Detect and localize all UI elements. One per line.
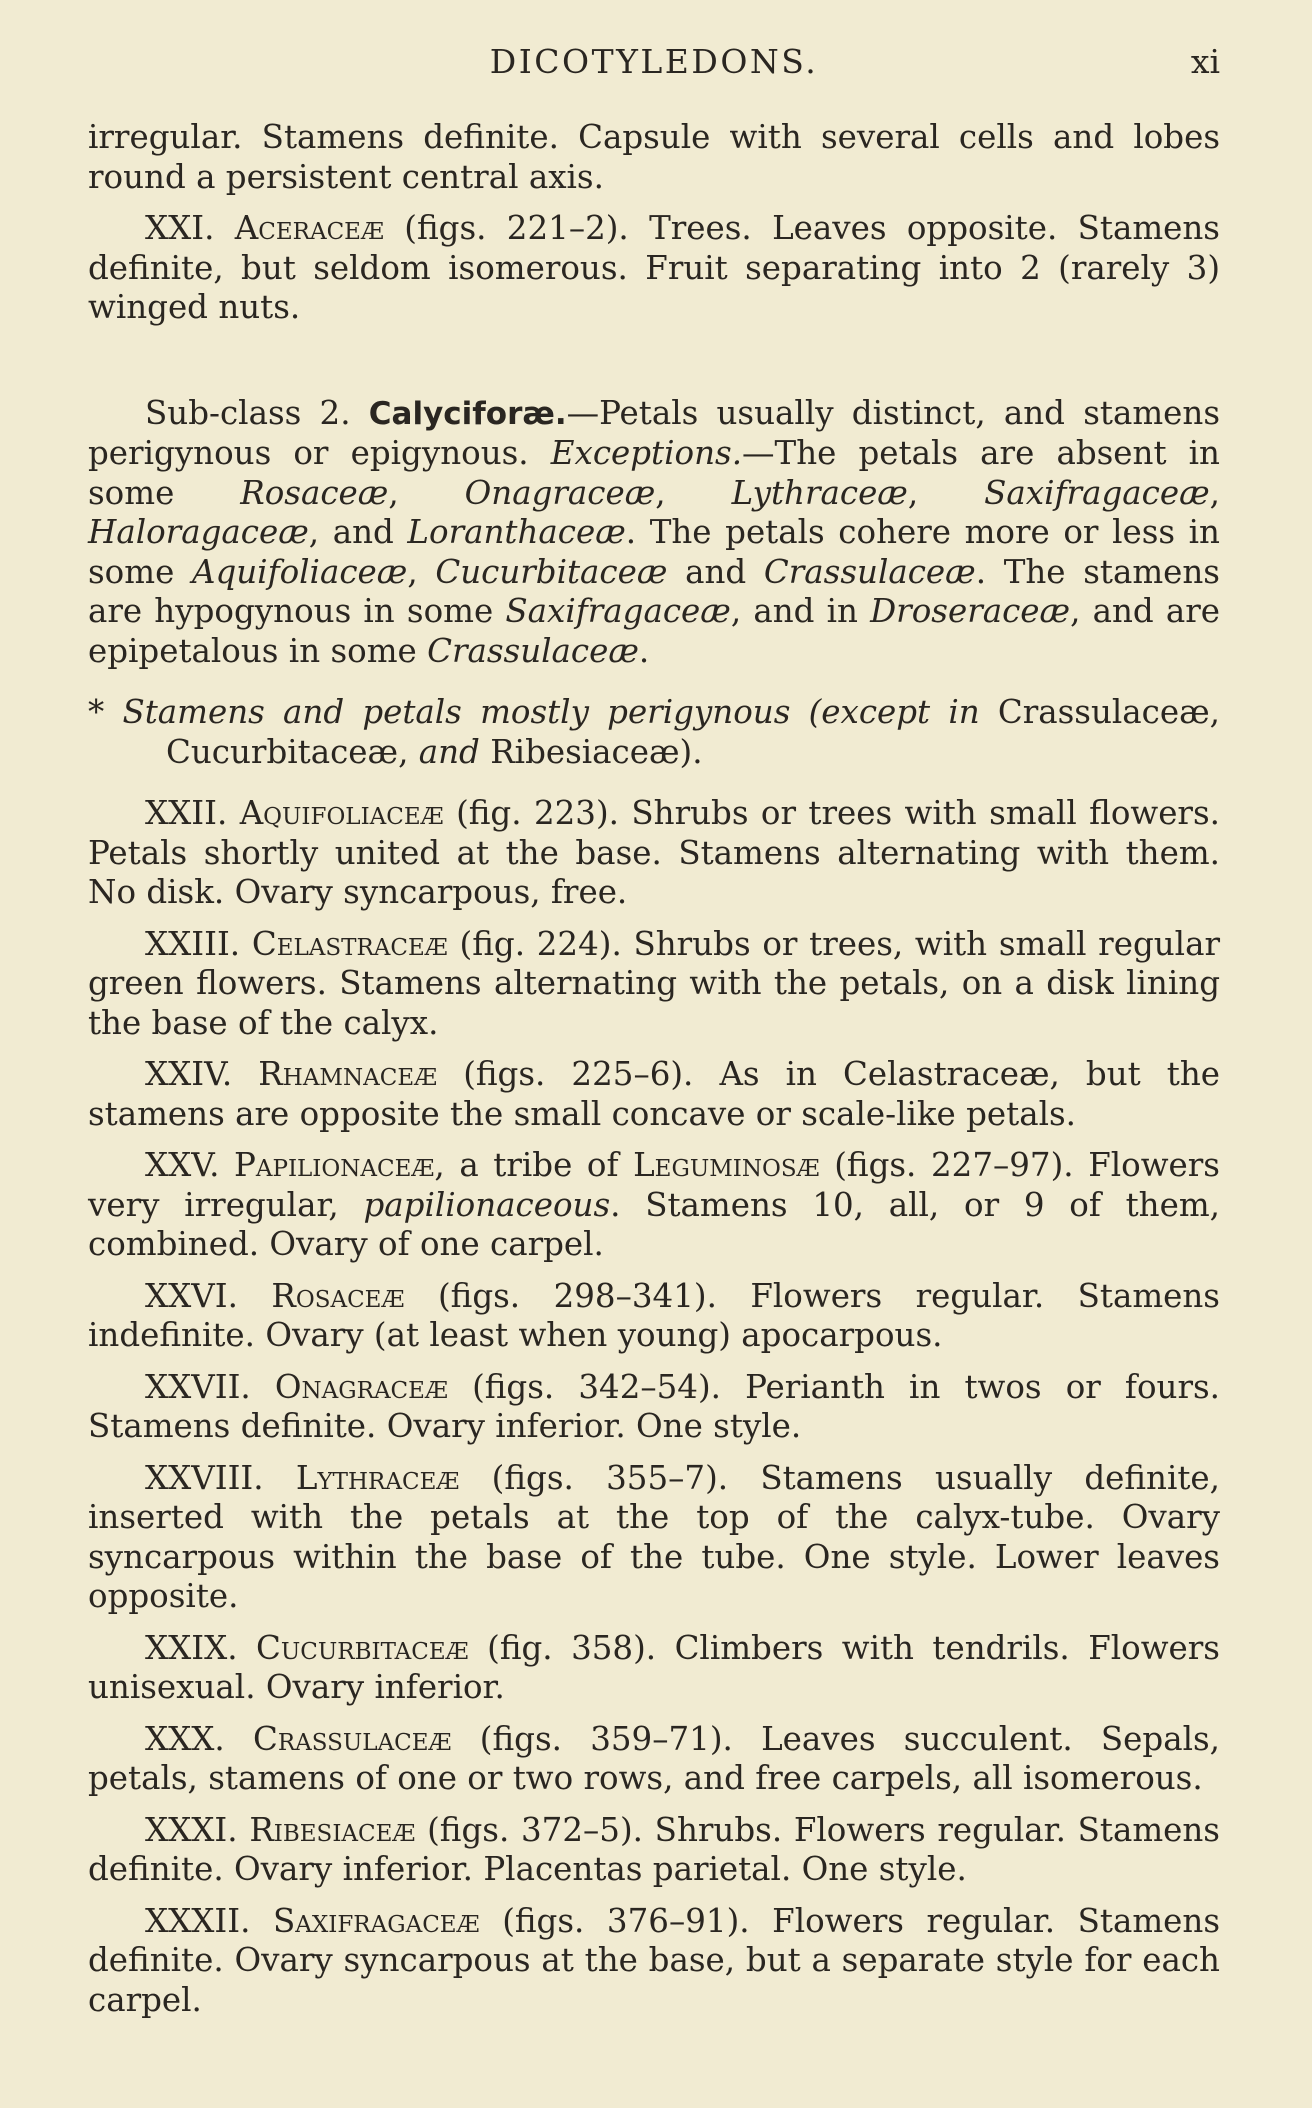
subclass-text: —Petals usually distinct, and stamens perigynous or epigynous. <box>88 393 1220 472</box>
family-name: Celastraceæ <box>251 924 448 963</box>
entry-text: (figs. 372–5). Shrubs. Flowers regular. Stamens definite. Ovary inferior. Placentas parietal. One style. <box>88 1810 1220 1888</box>
entry-text: (figs. 376–91). Flowers regular. Stamens definite. Ovary syncarpous at the base, but a separate style for each carpel. <box>88 1901 1220 2019</box>
family-name: Lythraceæ <box>295 1458 460 1497</box>
family-name: Onagraceæ <box>274 1367 448 1406</box>
subclass-label: Sub-class 2. <box>145 393 369 432</box>
family-entry <box>88 1146 1220 1265</box>
family-entry <box>88 1368 1220 1447</box>
subclass-name: Calyciforæ. <box>368 395 567 432</box>
entry-text: (figs. 227–97). Flowers very irregular, <box>88 1146 1220 1224</box>
family-entries <box>88 794 1220 2020</box>
separator: , <box>388 473 465 512</box>
entry-xxi <box>88 209 1220 328</box>
entry-text: (fig. 358). Climbers with tendrils. Flowers unisexual. Ovary inferior. <box>88 1628 1220 1706</box>
separator: , <box>1209 473 1220 512</box>
entry-text: . Stamens 10, all, or 9 of them, combined. Ovary of one carpel. <box>88 1185 1220 1263</box>
running-title: DICOTYLEDONS. <box>489 42 819 81</box>
page-number: xi <box>1190 42 1220 81</box>
family-entry <box>88 1811 1220 1890</box>
family-name: Crassulaceæ <box>252 1719 452 1758</box>
family-name: Rhamnaceæ <box>258 1055 438 1093</box>
family-name: Rosaceæ <box>271 1276 405 1315</box>
separator: , and <box>308 513 408 551</box>
entry-number: XXIX. <box>145 1628 238 1667</box>
entry-number: XXXII. <box>145 1901 251 1940</box>
family-italic: Aquifoliaceæ <box>191 552 408 591</box>
family-entry <box>88 794 1220 913</box>
entry-text: (figs. 298–341). Flowers regular. Stamens indefinite. Ovary (at least when young) apocarpous. <box>88 1276 1220 1354</box>
group-heading <box>88 693 1220 772</box>
family-entry <box>88 1459 1220 1617</box>
family-name: Saxifragaceæ <box>273 1901 480 1940</box>
group-heading-families: Crassulaceæ, Cucurbitaceæ, <box>166 693 1220 771</box>
entry-number: XXX. <box>145 1719 225 1758</box>
entry-number: XXVIII. <box>145 1458 264 1497</box>
family-entry <box>88 1055 1220 1134</box>
continued-paragraph: irregular. Stamens definite. Capsule with several cells and lobes round a persistent central axis. <box>88 118 1220 196</box>
family-entry <box>88 925 1220 1044</box>
family-entry <box>88 1277 1220 1356</box>
family-italic: Saxifragaceæ <box>505 592 731 630</box>
family-name: Papilionaceæ <box>234 1146 435 1184</box>
family-name: Aceraceæ <box>234 209 384 247</box>
subclass-paragraph <box>88 394 1220 672</box>
separator: , and in <box>730 592 871 630</box>
group-heading-italic: * Stamens and petals mostly perigynous (except in <box>88 693 998 731</box>
entry-text: (figs. 359–71). Leaves succulent. Sepals, petals, stamens of one or two rows, and free carpels, all isomerous. <box>88 1719 1220 1797</box>
family-italic: Onagraceæ <box>464 473 656 512</box>
entry-number: XXII. <box>145 794 228 832</box>
entry-number: XXIII. <box>145 924 241 963</box>
entry-number: XXVII. <box>145 1367 251 1406</box>
family-italic: Cucurbitaceæ <box>435 552 668 591</box>
family-entry <box>88 1902 1220 2021</box>
family-entry <box>88 1629 1220 1708</box>
family-italic: Crassulaceæ <box>427 631 639 670</box>
family-italic: Lythraceæ <box>731 473 908 512</box>
entry-text: (figs. 355–7). Stamens usually definite, inserted with the petals at the top of the calyx-tube. Ovary syncarpous within the base of the tube. One style. Lower leaves opposite. <box>88 1458 1220 1615</box>
family-italic: Droseraceæ <box>870 592 1071 630</box>
group-heading-italic: and <box>418 732 480 771</box>
separator: , <box>407 552 436 591</box>
entry-italic: papilionaceous <box>363 1185 611 1224</box>
entry-number: XXXI. <box>145 1810 238 1849</box>
entry-number: XXV. <box>145 1146 220 1184</box>
exceptions-label: Exceptions. <box>550 434 743 472</box>
family-name: Leguminosæ <box>633 1146 820 1184</box>
family-italic: Crassulaceæ <box>763 552 976 591</box>
subclass-text: —The petals are absent in some <box>88 434 1220 512</box>
entry-text: (figs. 342–54). Perianth in twos or fours. Stamens definite. Ovary inferior. One style. <box>88 1367 1220 1445</box>
entry-text: (fig. 224). Shrubs or trees, with small regular green flowers. Stamens alternating with the petals, on a disk lining the base of the calyx. <box>88 924 1220 1042</box>
separator: , <box>907 473 985 512</box>
separator: and <box>667 552 764 591</box>
page-body <box>88 118 1220 2020</box>
subclass-text: , and are epipetalous in some <box>88 592 1221 670</box>
entry-number: XXVI. <box>145 1276 238 1315</box>
family-entry <box>88 1720 1220 1799</box>
group-heading-families: Ribesiaceæ). <box>479 732 703 771</box>
subclass-text: . The petals cohere more or less in some <box>88 513 1220 591</box>
family-italic: Rosaceæ <box>240 473 389 512</box>
running-header <box>88 42 1220 92</box>
entry-text: (figs. 225–6). As in Celastraceæ, but the stamens are opposite the small concave or scale-like petals. <box>88 1055 1220 1133</box>
entry-number: XXIV. <box>145 1055 233 1093</box>
family-italic: Saxifragaceæ <box>984 473 1210 512</box>
entry-text: , a tribe of <box>434 1146 634 1184</box>
separator: , <box>655 473 732 512</box>
family-name: Ribesiaceæ <box>249 1810 416 1849</box>
family-italic: Haloragaceæ <box>88 513 309 551</box>
subclass-text: . The stamens are hypogynous in some <box>88 552 1220 630</box>
family-name: Aquifoliaceæ <box>239 794 444 832</box>
family-name: Cucurbitaceæ <box>256 1628 469 1667</box>
entry-number: XXI. <box>145 209 215 247</box>
separator: . <box>638 631 650 670</box>
family-italic: Loranthaceæ <box>407 513 626 551</box>
entry-text: (fig. 223). Shrubs or trees with small flowers. Petals shortly united at the base. Stamens alternating with them. No disk. Ovary syncarpous, free. <box>88 794 1220 911</box>
entry-text: (figs. 221–2). Trees. Leaves opposite. Stamens definite, but seldom isomerous. Fruit separating into 2 (rarely 3) winged nuts. <box>88 209 1220 326</box>
